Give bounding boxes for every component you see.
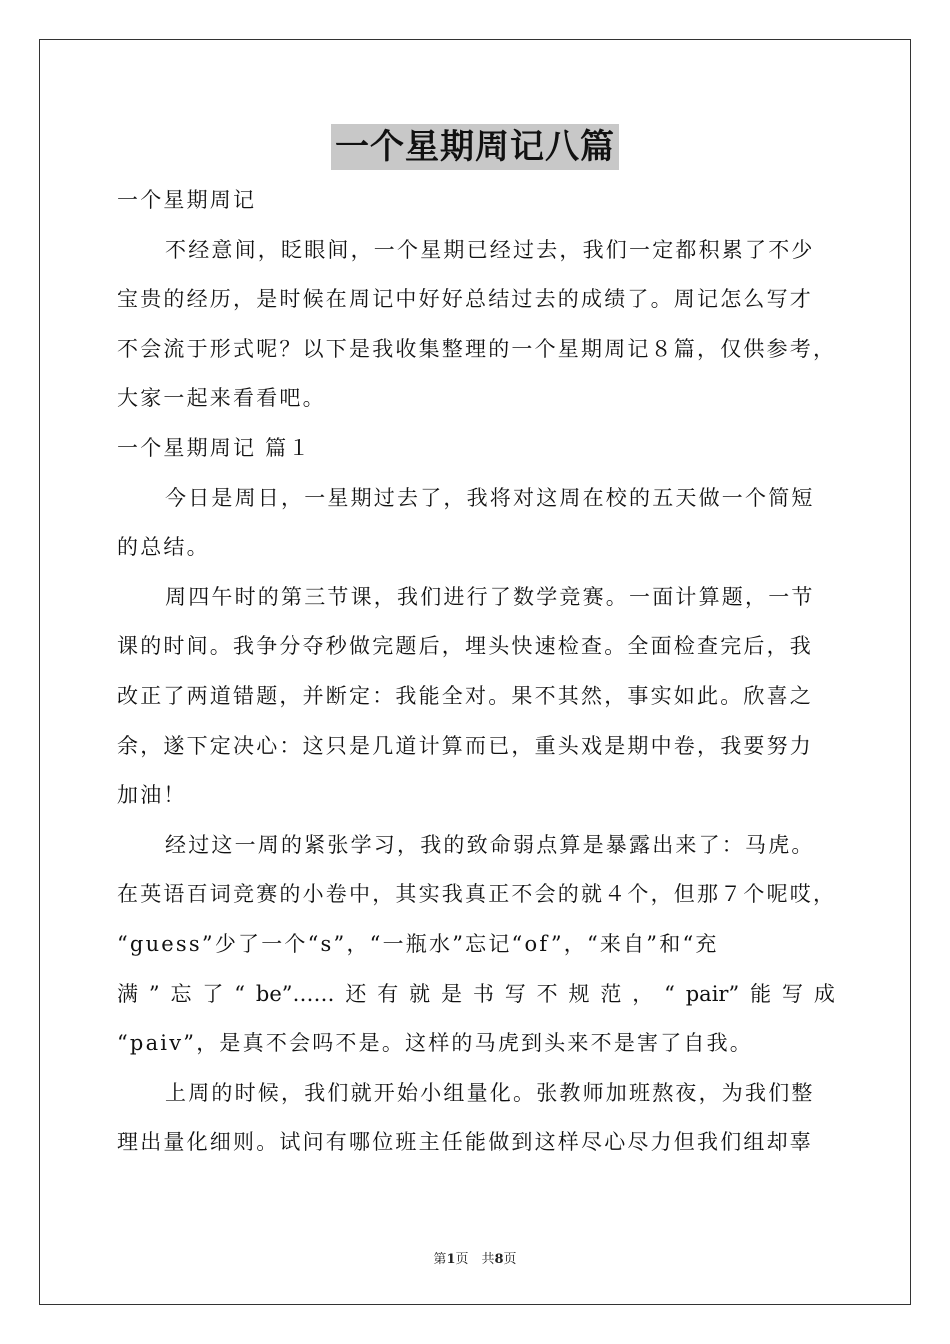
document-title: 一个星期周记八篇	[331, 124, 619, 170]
text-token: 还	[345, 981, 367, 1006]
footer-suffix: 页	[503, 1252, 517, 1267]
text-line	[117, 970, 835, 1020]
text-line: 一个星期周记 篇１	[117, 435, 312, 460]
footer-prefix: 第	[433, 1252, 447, 1267]
text-line: 在英语百词竞赛的小卷中，其实我真正不会的就４个，但那７个呢哎，	[117, 882, 837, 907]
text-token: 了	[202, 981, 224, 1006]
title-container	[0, 124, 950, 170]
text-token: 满	[117, 981, 138, 1006]
text-token: 规	[568, 981, 590, 1006]
text-token: 范	[600, 981, 622, 1006]
document-body	[117, 176, 835, 1168]
text-line: 今日是周日，一星期过去了，我将对这周在校的五天做一个简短	[165, 485, 815, 510]
text-token: “	[664, 981, 675, 1006]
text-token: 是	[440, 981, 462, 1006]
text-token: ，	[632, 981, 654, 1006]
text-token: 写	[504, 981, 526, 1006]
text-token: 就	[409, 981, 431, 1006]
text-line: 经过这一周的紧张学习，我的致命弱点算是暴露出来了：马虎。	[165, 832, 815, 857]
text-token: “	[234, 981, 245, 1006]
text-line: 宝贵的经历，是时候在周记中好好总结过去的成绩了。周记怎么写才	[117, 287, 813, 312]
text-token: 书	[472, 981, 494, 1006]
text-line: 课的时间。我争分夺秒做完题后，埋头快速检查。全面检查完后，我	[117, 634, 813, 659]
text-token: 写	[781, 981, 803, 1006]
text-line: 余，遂下定决心：这只是几道计算而已，重头戏是期中卷，我要努力	[117, 733, 813, 758]
text-line: 不经意间，眨眼间，一个星期已经过去，我们一定都积累了不少	[165, 237, 815, 262]
page-footer	[0, 1248, 950, 1267]
text-line: 周四午时的第三节课，我们进行了数学竞赛。一面计算题，一节	[165, 584, 815, 609]
text-token: be”……	[255, 981, 335, 1006]
text-line: 一个星期周记	[117, 188, 257, 212]
footer-page-total: 8	[494, 1252, 504, 1267]
text-token: 能	[750, 981, 772, 1006]
text-token: ”	[148, 981, 160, 1006]
text-line: 改正了两道错题，并断定：我能全对。果不其然，事实如此。欣喜之	[117, 683, 813, 708]
footer-mid: 页 共	[455, 1252, 495, 1267]
text-line: “guess”少了一个“s”，“一瓶水”忘记“of”，“来自”和“充	[117, 931, 719, 956]
text-token: 有	[377, 981, 399, 1006]
text-line: 不会流于形式呢？以下是我收集整理的一个星期周记８篇，仅供参考，	[117, 336, 837, 361]
text-line: 上周的时候，我们就开始小组量化。张教师加班熬夜，为我们整	[165, 1080, 815, 1105]
text-token: 不	[536, 981, 558, 1006]
text-line: 理出量化细则。试问有哪位班主任能做到这样尽心尽力但我们组却辜	[117, 1130, 813, 1155]
text-line: 大家一起来看看吧。	[117, 386, 326, 411]
text-line: 加油！	[117, 783, 187, 808]
text-line: 的总结。	[117, 535, 210, 560]
text-token: 成	[813, 981, 835, 1006]
text-token: 忘	[170, 981, 192, 1006]
text-line: “paiv”，是真不会吗不是。这样的马虎到头来不是害了自我。	[117, 1031, 754, 1056]
text-token: pair”	[685, 981, 740, 1006]
footer-page-number: 1	[446, 1252, 456, 1267]
